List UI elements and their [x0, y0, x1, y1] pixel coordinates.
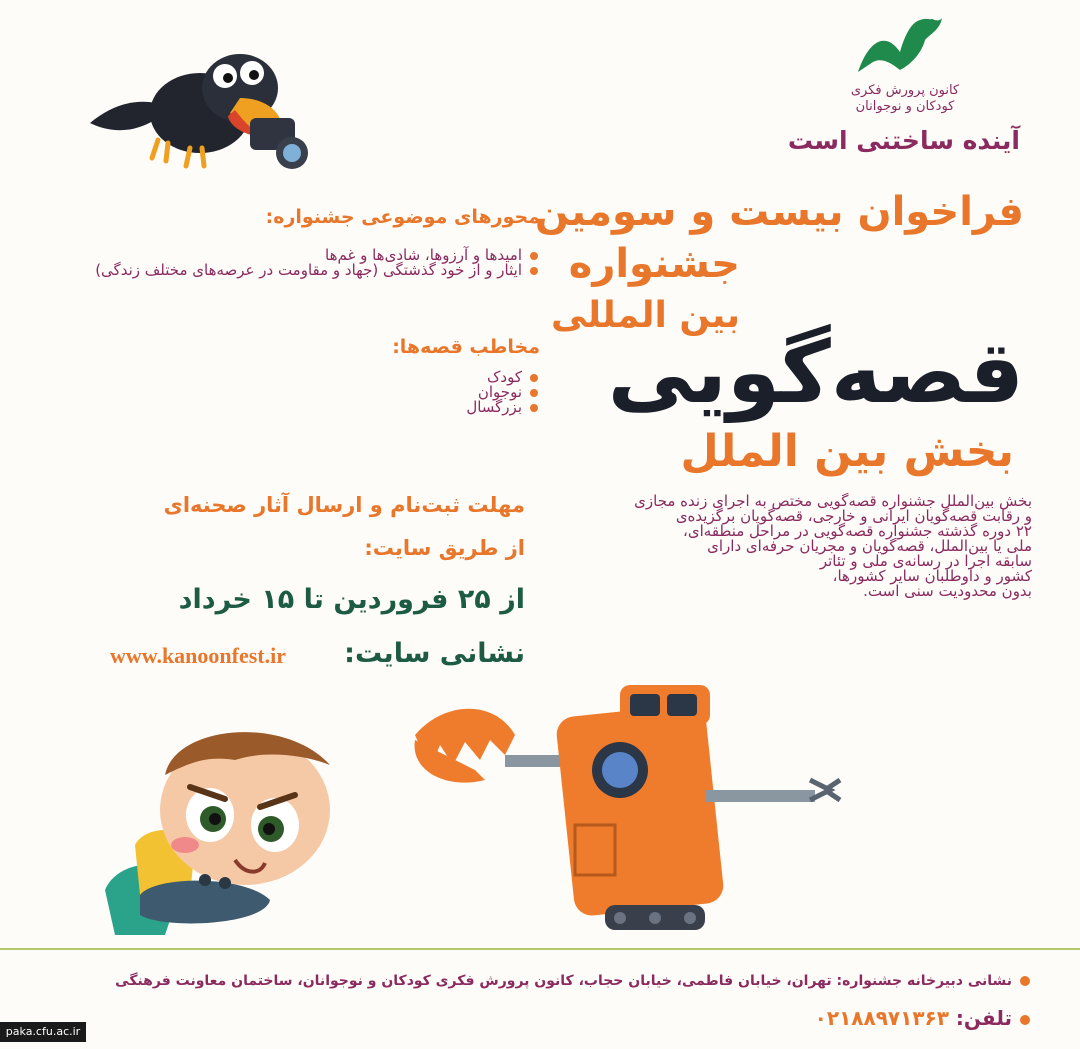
deadline-line1: مهلت ثبت‌نام و ارسال آثار صحنه‌ای	[163, 493, 525, 517]
description-line: بدون محدودیت سنی است.	[863, 582, 1032, 600]
description-line: و رقابت قصه‌گویان ایرانی و خارجی، قصه‌گویان برگزیده‌ی	[675, 507, 1032, 525]
footer-divider	[0, 948, 1080, 950]
robot-illustration	[405, 680, 845, 945]
themes-list	[95, 248, 538, 278]
crow-camera-illustration	[80, 28, 320, 178]
audience-heading: مخاطب قصه‌ها:	[392, 336, 540, 358]
title-line3: بین المللی	[551, 295, 740, 336]
kanoon-logo-icon	[850, 12, 960, 82]
title-section: بخش بین الملل	[680, 426, 1014, 477]
footer-address-text: نشانی دبیرخانه جشنواره: تهران، خیابان فاطمی، خیابان حجاب، کانون پرورش فکری کودکان و نوجوانان، ساختمان معاونت فرهنگی	[115, 973, 1012, 989]
slogan: آینده ساختنی است	[787, 126, 1020, 155]
deadline-dates: از ۲۵ فروردین تا ۱۵ خرداد	[178, 584, 525, 615]
audience-item: کودک	[466, 370, 538, 385]
website-link[interactable]: www.kanoonfest.ir	[110, 643, 287, 668]
audience-list	[466, 370, 538, 415]
themes-heading: محورهای موضوعی جشنواره:	[265, 206, 540, 228]
kanoon-logo	[850, 12, 960, 122]
title-main: قصه‌گویی	[607, 323, 1024, 423]
theme-item: امیدها و آرزوها، شادی‌ها و غم‌ها	[95, 248, 538, 263]
description-line: کشور و داوطلبان سایر کشورها،	[832, 567, 1032, 585]
title-line2: جشنواره	[568, 241, 740, 287]
theme-item: ایثار و از خود گذشتگی (جهاد و مقاومت در عرصه‌های مختلف زندگی)	[95, 263, 538, 278]
description-line: ۲۲ دوره گذشته جشنواره قصه‌گویی در مراحل منطقه‌ای،	[683, 522, 1032, 540]
audience-item: نوجوان	[466, 385, 538, 400]
footer-phone-number: ۰۲۱۸۸۹۷۱۳۶۳	[814, 1006, 949, 1030]
description	[634, 494, 1032, 599]
audience-item: بزرگسال	[466, 400, 538, 415]
website-label: نشانی سایت:	[344, 638, 525, 669]
footer-address	[115, 974, 1030, 988]
watermark: paka.cfu.ac.ir	[0, 1022, 86, 1042]
org-name-line1: کانون پرورش فکری	[850, 83, 960, 98]
description-line: بخش بین‌الملل جشنواره قصه‌گویی مختص به اجرای زنده مجازی	[634, 492, 1032, 510]
boy-controller-illustration	[95, 715, 345, 947]
bullet-icon	[1020, 1015, 1030, 1025]
bullet-icon	[1020, 976, 1030, 986]
title-line1: فراخوان بیست و سومین	[534, 189, 1024, 235]
footer-phone-label: تلفن:	[955, 1006, 1012, 1030]
deadline-line2: از طریق سایت:	[364, 536, 525, 560]
description-line: سابقه اجرا در رسانه‌ی ملی و تئاتر	[819, 552, 1032, 570]
footer-phone	[815, 1008, 1030, 1028]
org-name-line2: کودکان و نوجوانان	[855, 99, 955, 114]
description-line: ملی یا بین‌الملل، قصه‌گویان و مجریان حرفه‌ای دارای	[707, 537, 1032, 555]
